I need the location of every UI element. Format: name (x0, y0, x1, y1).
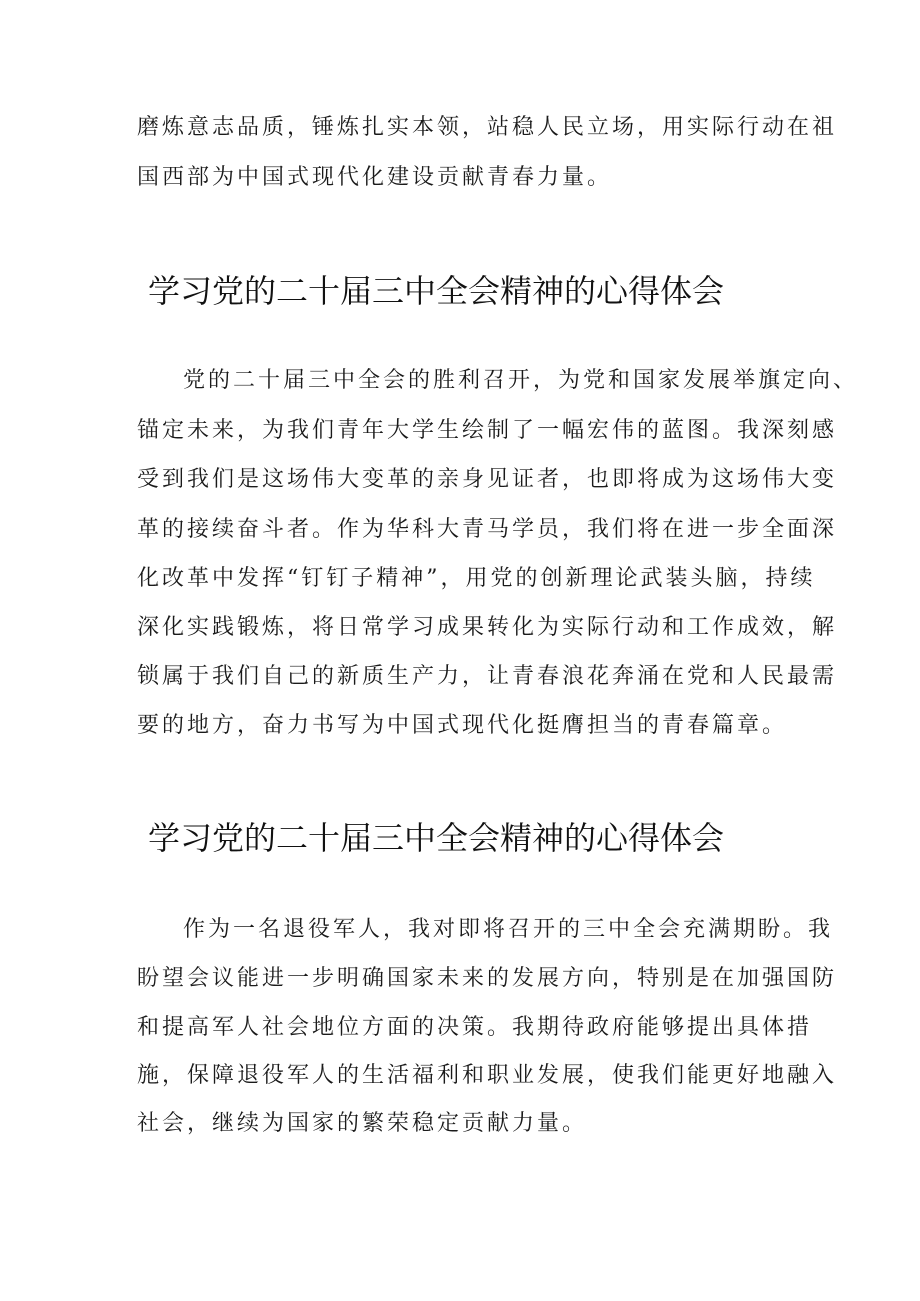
section-1-line-1: 党的二十届三中全会的胜利召开，为党和国家发展举旗定向、 (183, 368, 859, 393)
intro-line-2: 国西部为中国式现代化建设贡献青春力量。 (137, 165, 613, 190)
section-2-line-1: 作为一名退役军人，我对即将召开的三中全会充满期盼。我 (183, 917, 834, 942)
section-1-line-5: 化改革中发挥“钉钉子精神”，用党的创新理论武装头脑，持续 (137, 566, 816, 591)
section-1-line-6: 深化实践锻炼，将日常学习成果转化为实际行动和工作成效，解 (137, 615, 838, 640)
section-2-title: 学习党的二十届三中全会精神的心得体会 (148, 819, 725, 857)
intro-line-1: 磨炼意志品质，锤炼扎实本领，站稳人民立场，用实际行动在祖 (137, 115, 838, 140)
section-2-line-2: 盼望会议能进一步明确国家未来的发展方向，特别是在加强国防 (137, 966, 838, 991)
section-2-line-4: 施，保障退役军人的生活福利和职业发展，使我们能更好地融入 (137, 1063, 838, 1088)
section-2-line-3: 和提高军人社会地位方面的决策。我期待政府能够提出具体措 (137, 1015, 813, 1040)
section-1-line-3: 受到我们是这场伟大变革的亲身见证者，也即将成为这场伟大变 (137, 467, 838, 492)
section-1-line-4: 革的接续奋斗者。作为华科大青马学员，我们将在进一步全面深 (137, 517, 838, 542)
section-1-line-8: 要的地方，奋力书写为中国式现代化挺膺担当的青春篇章。 (137, 713, 788, 738)
section-1-line-2: 锚定未来，为我们青年大学生绘制了一幅宏伟的蓝图。我深刻感 (137, 418, 838, 443)
section-1-title: 学习党的二十届三中全会精神的心得体会 (148, 272, 725, 310)
section-1-line-7: 锁属于我们自己的新质生产力，让青春浪花奔涌在党和人民最需 (137, 664, 838, 689)
section-2-line-5: 社会，继续为国家的繁荣稳定贡献力量。 (137, 1111, 588, 1136)
